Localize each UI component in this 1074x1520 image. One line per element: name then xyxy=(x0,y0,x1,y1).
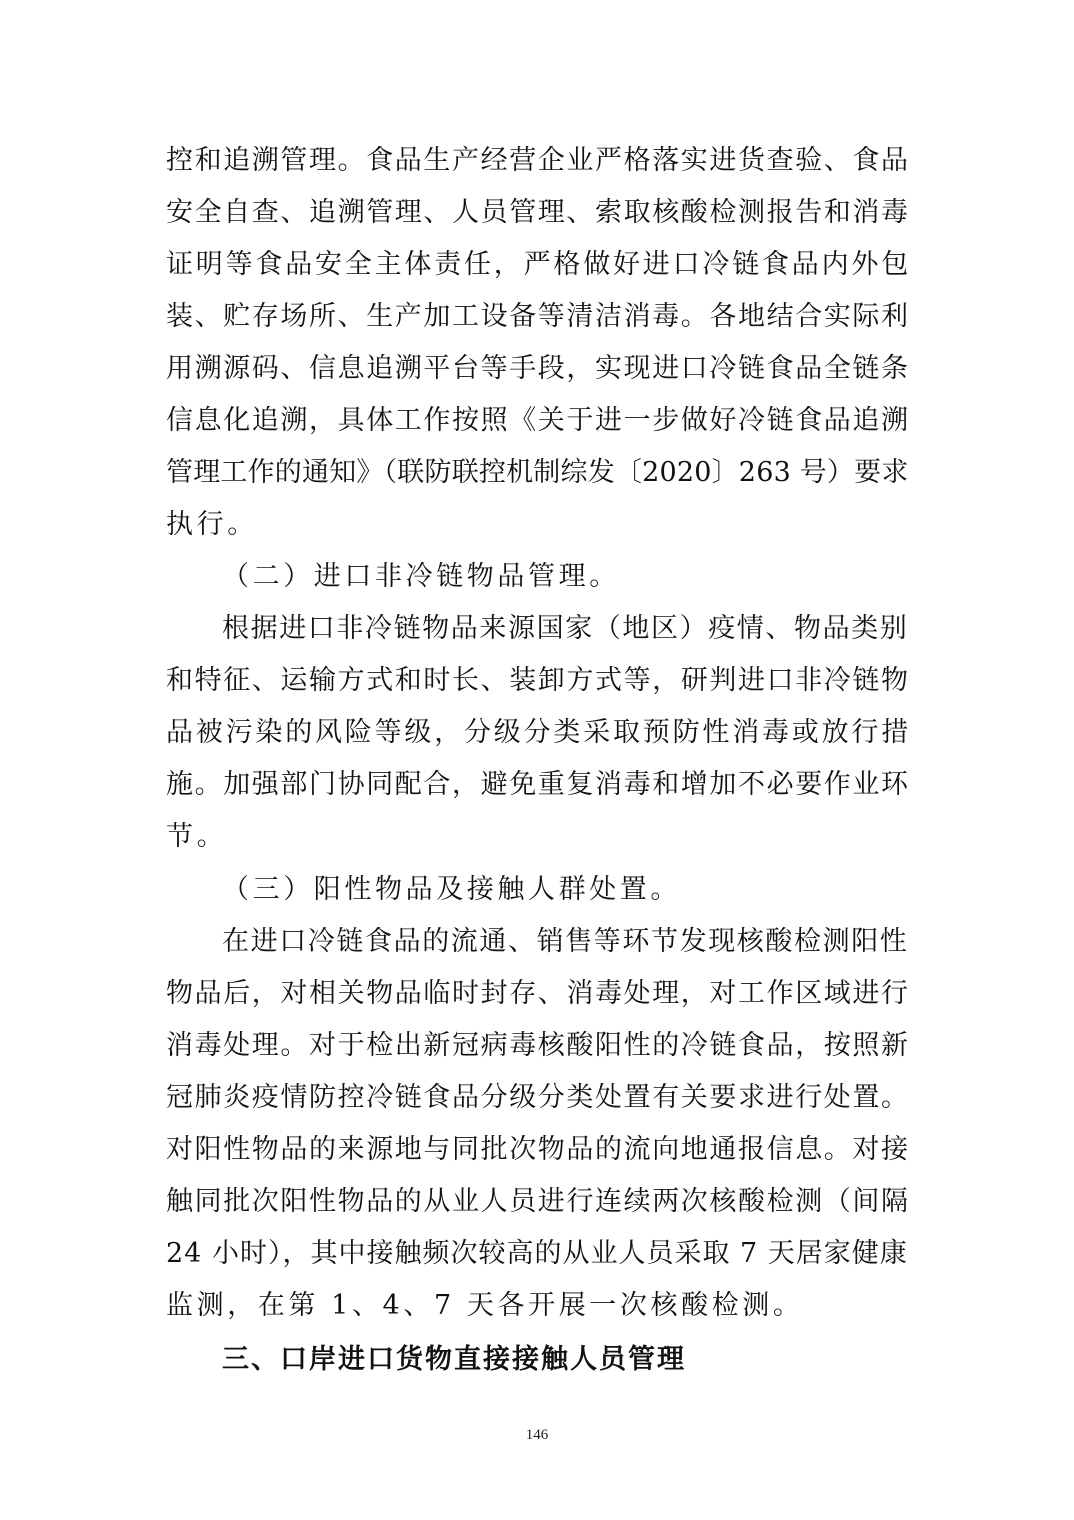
body-text-line: 施。加强部门协同配合，避免重复消毒和增加不必要作业环 xyxy=(166,769,910,800)
body-text-line: 冠肺炎疫情防控冷链食品分级分类处置有关要求进行处置。 xyxy=(166,1082,910,1113)
subsection-heading: （二）进口非冷链物品管理。 xyxy=(222,561,620,592)
subsection-heading: （三）阳性物品及接触人群处置。 xyxy=(222,874,681,905)
body-text-line: 控和追溯管理。食品生产经营企业严格落实进货查验、食品 xyxy=(166,145,910,176)
body-text-line: 执行。 xyxy=(166,509,258,540)
body-text-line: 监测，在第 1、4、7 天各开展一次核酸检测。 xyxy=(166,1290,804,1321)
body-text-line: 管理工作的通知》（联防联控机制综发〔2020〕263 号）要求 xyxy=(166,457,909,488)
body-text-line: 物品后，对相关物品临时封存、消毒处理，对工作区域进行 xyxy=(166,978,910,1009)
body-text-line: 对阳性物品的来源地与同批次物品的流向地通报信息。对接 xyxy=(166,1134,910,1165)
body-text-line: 用溯源码、信息追溯平台等手段，实现进口冷链食品全链条 xyxy=(166,353,910,384)
body-text-line: 证明等食品安全主体责任，严格做好进口冷链食品内外包 xyxy=(166,249,911,280)
body-text-line: 在进口冷链食品的流通、销售等环节发现核酸检测阳性 xyxy=(222,926,909,957)
body-text-line: 信息化追溯，具体工作按照《关于进一步做好冷链食品追溯 xyxy=(166,405,910,436)
body-text-line: 装、贮存场所、生产加工设备等清洁消毒。各地结合实际利 xyxy=(166,301,910,332)
body-text-line: 节。 xyxy=(166,821,228,852)
section-heading: 三、口岸进口货物直接接触人员管理 xyxy=(222,1344,686,1375)
body-text-line: 消毒处理。对于检出新冠病毒核酸阳性的冷链食品，按照新 xyxy=(166,1030,910,1061)
body-text-line: 和特征、运输方式和时长、装卸方式等，研判进口非冷链物 xyxy=(166,665,910,696)
body-text-line: 触同批次阳性物品的从业人员进行连续两次核酸检测（间隔 xyxy=(166,1186,910,1217)
body-text-line: 根据进口非冷链物品来源国家（地区）疫情、物品类别 xyxy=(222,613,909,644)
body-text-line: 品被污染的风险等级，分级分类采取预防性消毒或放行措 xyxy=(166,717,911,748)
body-text-line: 安全自查、追溯管理、人员管理、索取核酸检测报告和消毒 xyxy=(166,197,910,228)
body-text-line: 24 小时），其中接触频次较高的从业人员采取 7 天居家健康 xyxy=(166,1238,908,1269)
page-number: 146 xyxy=(525,1427,549,1443)
